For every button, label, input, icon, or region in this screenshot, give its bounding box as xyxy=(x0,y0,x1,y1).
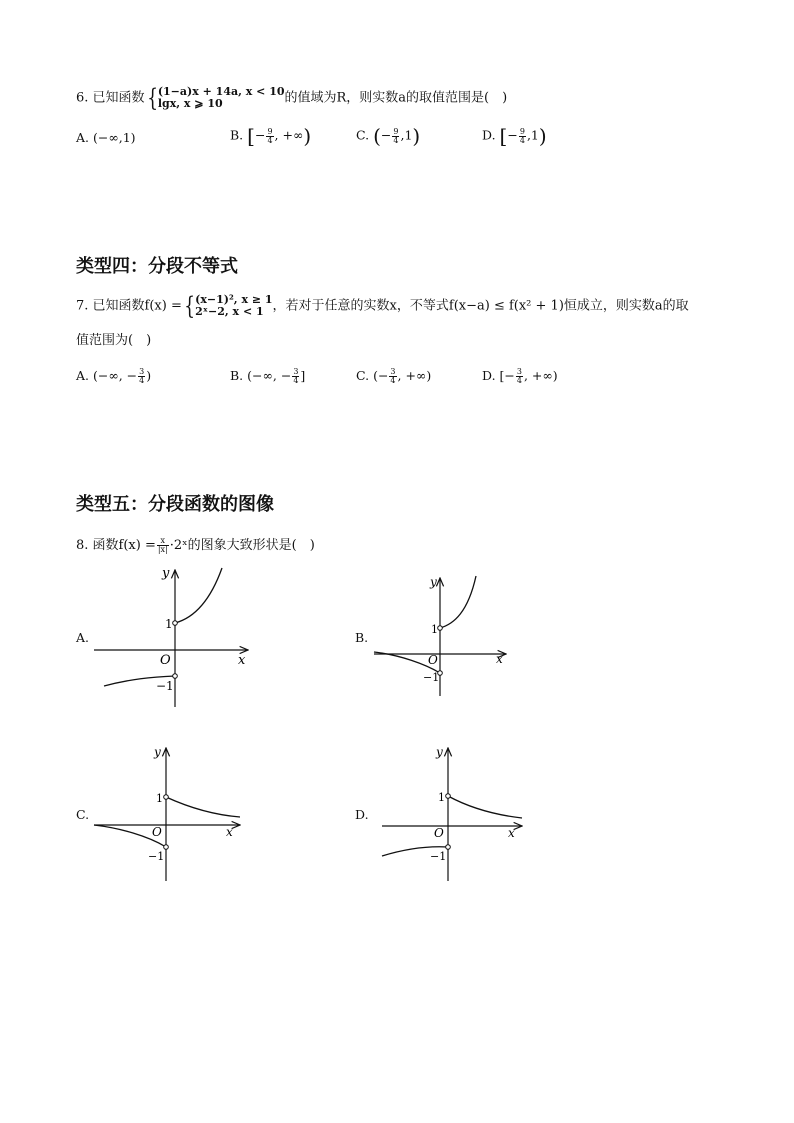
q6-option-d-fraction: $\frac{9}{4}$ xyxy=(519,126,525,145)
graph-a-x-label: x xyxy=(238,653,246,668)
q7-option-c-fraction: $\frac{3}{4}$ xyxy=(390,367,396,385)
q7-suffix: ，若对于任意的实数x，不等式f(x−a) ≤ f(x² + 1)恒成立，则实数a的取 xyxy=(272,298,689,314)
graph-d-open-point-bottom xyxy=(446,845,451,850)
graph-c-label: C. xyxy=(76,807,90,822)
q6-stem xyxy=(76,86,507,110)
graph-b-right-curve xyxy=(440,576,476,628)
q6-option-a: A. (−∞,1) xyxy=(76,130,136,145)
section-five-heading: 类型五：分段函数的图像 xyxy=(76,494,274,515)
graph-a-label: A. xyxy=(76,630,90,645)
graph-a xyxy=(90,562,260,712)
q6-option-c: C. (− $\frac{9}{4}$ ,1) xyxy=(356,124,421,148)
q6-cases xyxy=(158,86,285,110)
graph-c-right-curve xyxy=(166,797,240,817)
q8-stem xyxy=(76,537,315,554)
section-four-heading: 类型四：分段不等式 xyxy=(76,256,238,277)
q7-stem xyxy=(76,294,689,318)
graph-d-x-label: x xyxy=(508,826,515,840)
q7-case1: (x−1)², x ≥ 1 xyxy=(195,293,273,306)
q7-option-a-label: A. (−∞, − xyxy=(76,368,138,383)
graph-d-origin: O xyxy=(434,826,444,840)
graph-b-x-label: x xyxy=(496,652,503,666)
graph-a-y-label: y xyxy=(162,566,170,581)
graph-a-tick-1: 1 xyxy=(165,617,173,631)
graph-a-tick-m1: −1 xyxy=(156,679,174,693)
q6-option-b-label: B. xyxy=(230,127,244,143)
graph-d-tick-m1: −1 xyxy=(430,850,447,863)
q6-case1: (1−a)x + 14a, x < 10 xyxy=(157,85,285,98)
graph-c-tick-m1: −1 xyxy=(148,850,165,863)
q6-option-b-fraction: $\frac{9}{4}$ xyxy=(267,126,273,145)
q7-option-c-tail: , +∞) xyxy=(397,368,432,383)
graph-b-tick-1: 1 xyxy=(431,623,438,636)
q7-option-a-fraction: $\frac{3}{4}$ xyxy=(139,367,145,385)
q6-prefix: 6. 已知函数 xyxy=(76,90,145,106)
q8-suffix: ·2ˣ的图象大致形状是( ) xyxy=(169,538,315,553)
graph-d-y-label: y xyxy=(436,745,443,759)
q8-fraction: $\frac{x}{|x|}$ xyxy=(157,536,168,554)
q8-prefix: 8. 函数f(x) = xyxy=(76,538,156,553)
graph-b-origin: O xyxy=(428,653,438,667)
q6-brace: { xyxy=(146,84,158,112)
q6-option-b: B. [− $\frac{9}{4}$ , +∞) xyxy=(230,124,312,148)
graph-d-tick-1: 1 xyxy=(438,791,445,804)
q6-option-c-fraction: $\frac{9}{4}$ xyxy=(393,126,399,145)
q6-option-d-label: D. xyxy=(482,127,496,143)
graph-b xyxy=(370,572,515,700)
q7-option-c xyxy=(356,368,431,385)
q7-option-b xyxy=(230,368,305,385)
q7-option-d-tail: , +∞) xyxy=(523,368,558,383)
q7-option-b-fraction: $\frac{3}{4}$ xyxy=(293,367,299,385)
q7-stem-line2: 值范围为( ) xyxy=(76,333,152,348)
graph-a-open-point-top xyxy=(173,621,178,626)
q6-suffix: 的值域为R，则实数a的取值范围是( ) xyxy=(284,90,508,106)
graph-b-label: B. xyxy=(355,630,369,645)
graph-a-right-curve xyxy=(175,568,222,623)
q7-case2: 2ˣ−2, x < 1 xyxy=(195,305,264,318)
graph-d-open-point-top xyxy=(446,794,451,799)
q6-option-d-tail: ,1 xyxy=(526,127,539,143)
graph-b-open-point-top xyxy=(438,626,443,631)
graph-c-open-point-top xyxy=(164,795,169,800)
graph-c-origin: O xyxy=(152,825,162,839)
graph-b-tick-m1: −1 xyxy=(423,671,440,684)
q6-case2: lgx, x ⩾ 10 xyxy=(157,97,223,110)
graph-a-origin: O xyxy=(160,653,171,668)
q7-option-c-label: C. (− xyxy=(356,368,389,383)
q6-option-c-tail: ,1 xyxy=(400,127,413,143)
graph-d xyxy=(378,742,528,884)
graph-a-open-point-bottom xyxy=(173,674,178,679)
q7-cases xyxy=(195,294,272,318)
q7-option-b-label: B. (−∞, − xyxy=(230,368,292,383)
graph-d-right-curve xyxy=(448,796,522,818)
q7-option-a-tail: ) xyxy=(146,368,152,383)
graph-c-tick-1: 1 xyxy=(156,792,163,805)
graph-b-y-label: y xyxy=(430,575,437,589)
graph-c-open-point-bottom xyxy=(164,845,169,850)
graph-c-x-label: x xyxy=(226,825,233,839)
q7-option-d xyxy=(482,368,558,385)
q7-brace: { xyxy=(184,292,195,320)
q7-option-d-fraction: $\frac{3}{4}$ xyxy=(516,367,522,385)
q7-option-b-tail: ] xyxy=(300,368,306,383)
q7-option-d-label: D. [− xyxy=(482,368,515,383)
graph-c xyxy=(90,742,245,884)
q6-option-d: D. [− $\frac{9}{4}$ ,1) xyxy=(482,124,547,148)
q7-prefix: 7. 已知函数f(x) = xyxy=(76,298,182,314)
q6-option-b-tail: , +∞ xyxy=(274,127,304,143)
graph-c-y-label: y xyxy=(154,745,161,759)
graph-d-label: D. xyxy=(355,807,369,822)
q6-option-c-label: C. xyxy=(356,127,370,143)
q7-option-a xyxy=(76,368,151,385)
